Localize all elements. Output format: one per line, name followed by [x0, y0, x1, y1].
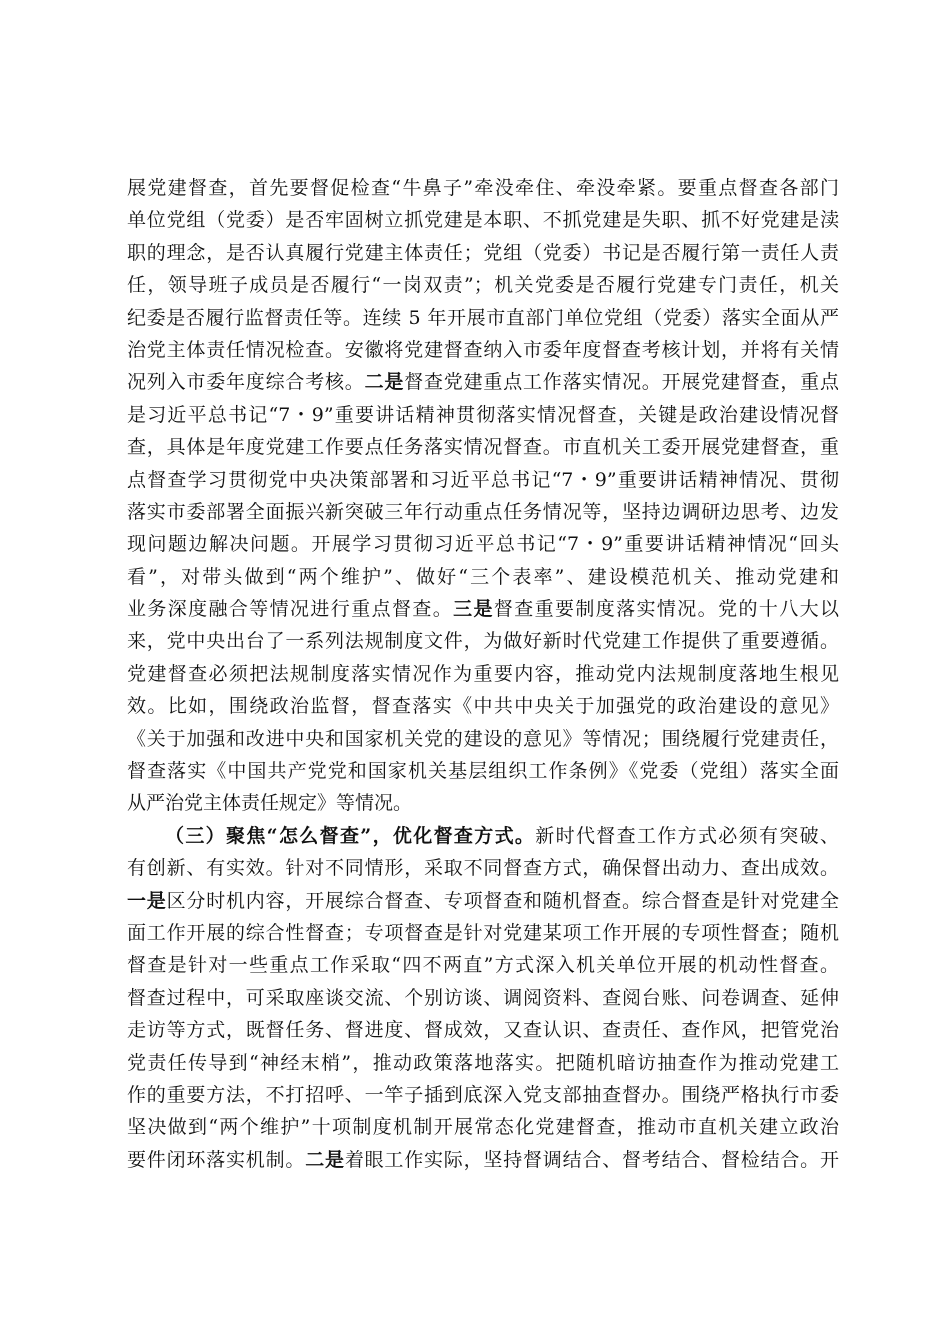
text-line — [127, 334, 839, 366]
text-run: 纪委是否履行监督责任等。连续 5 年开展市直部门单位党组（党委）落实全面从严 — [127, 306, 839, 329]
text-run: 况列入市委年度综合考核。 — [127, 371, 365, 394]
text-run: 治党主体责任情况检查。安徽将党建督查纳入市委年度督查考核计划，并将有关情 — [127, 338, 839, 361]
text-run: 职的理念，是否认真履行党建主体责任；党组（党委）书记是否履行第一责任人责 — [127, 241, 839, 264]
bold-run: 二是 — [305, 1148, 345, 1171]
text-line — [127, 787, 839, 819]
text-line — [127, 237, 839, 269]
text-run: 单位党组（党委）是否牢固树立抓党建是本职、不抓党建是失职、抓不好党建是渎 — [127, 209, 839, 232]
text-line — [127, 885, 839, 917]
text-run: 查，具体是年度党建工作要点任务落实情况督查。市直机关工委开展党建督查，重 — [127, 436, 839, 459]
text-line — [127, 1111, 839, 1143]
text-run: 督查是针对一些重点工作采取“四不两直”方式深入机关单位开展的机动性督查。 — [127, 954, 839, 977]
text-line — [127, 1014, 839, 1046]
text-run: 展党建督查，首先要督促检查“牛鼻子”牵没牵住、牵没牵紧。要重点督查各部门 — [127, 177, 839, 199]
text-line — [127, 1047, 839, 1079]
text-line — [127, 528, 839, 560]
text-run: 点督查学习贯彻党中央决策部署和习近平总书记“7・9”重要讲话精神情况、贯彻 — [127, 468, 839, 491]
text-run: 区分时机内容，开展综合督查、专项督查和随机督查。综合督查是针对党建全 — [166, 889, 839, 912]
text-line — [127, 852, 839, 884]
text-line — [127, 593, 839, 625]
text-line — [127, 1144, 839, 1176]
text-line — [127, 982, 839, 1014]
text-line — [127, 949, 839, 981]
text-run: 落实市委部署全面振兴新突破三年行动重点任务情况等，坚持边调研边思考、边发 — [127, 500, 839, 523]
text-run: 作的重要方法，不打招呼、一竿子插到底深入党支部抽查督办。围绕严格执行市委 — [127, 1083, 839, 1106]
bold-run: 一是 — [127, 889, 167, 912]
text-line — [127, 820, 839, 852]
text-line — [127, 658, 839, 690]
text-run: 从严治党主体责任规定》等情况。 — [127, 792, 413, 815]
text-run: 面工作开展的综合性督查；专项督查是针对党建某项工作开展的专项性督查；随机 — [127, 921, 839, 944]
text-run: 是习近平总书记“7・9”重要讲话精神贯彻落实情况督查，关键是政治建设情况督 — [127, 403, 839, 426]
text-run: 督查重要制度落实情况。党的十八大以 — [493, 598, 839, 621]
text-run: 党责任传导到“神经末梢”，推动政策落地落实。把随机暗访抽查作为推动党建工 — [127, 1051, 839, 1074]
text-run: 任，领导班子成员是否履行“一岗双责”；机关党委是否履行党建专门责任，机关 — [127, 274, 839, 297]
text-line — [127, 625, 839, 657]
text-run: 督查过程中，可采取座谈交流、个别访谈、调阅资料、查阅台账、问卷调查、延伸 — [127, 986, 839, 1009]
text-run: 要件闭环落实机制。 — [127, 1148, 306, 1171]
text-line — [127, 269, 839, 301]
text-run: 看”，对带头做到“两个维护”、做好“三个表率”、建设模范机关、推动党建和 — [127, 565, 839, 588]
text-line — [127, 204, 839, 236]
text-line — [127, 431, 839, 463]
text-run: 着眼工作实际，坚持督调结合、督考结合、督检结合。开 — [344, 1148, 839, 1171]
bold-run: 三是 — [453, 598, 494, 621]
text-run: 《关于加强和改进中央和国家机关党的建设的意见》等情况；围绕履行党建责任， — [127, 727, 839, 750]
text-run: 督查党建重点工作落实情况。开展党建督查，重点 — [404, 371, 839, 394]
text-line — [127, 399, 839, 431]
body-text — [127, 172, 839, 1176]
text-line — [127, 561, 839, 593]
text-line — [127, 172, 839, 204]
text-line — [127, 755, 839, 787]
text-line — [127, 496, 839, 528]
bold-run: （三）聚焦“怎么督查”，优化督查方式。 — [165, 824, 536, 847]
text-run: 效。比如，围绕政治监督，督查落实《中共中央关于加强党的政治建设的意见》 — [127, 695, 839, 718]
text-line — [127, 690, 839, 722]
text-run: 走访等方式，既督任务、督进度、督成效，又查认识、查责任、查作风，把管党治 — [127, 1019, 839, 1042]
text-run: 督查落实《中国共产党党和国家机关基层组织工作条例》《党委（党组）落实全面 — [127, 760, 839, 783]
bold-run: 二是 — [364, 371, 405, 394]
text-run: 现问题边解决问题。开展学习贯彻习近平总书记“7・9”重要讲话精神情况“回头 — [127, 533, 839, 556]
text-run: 业务深度融合等情况进行重点督查。 — [127, 598, 454, 621]
text-run: 新时代督查工作方式必须有突破、 — [535, 824, 839, 847]
text-line — [127, 1079, 839, 1111]
text-line — [127, 917, 839, 949]
text-run: 来，党中央出台了一系列法规制度文件，为做好新时代党建工作提供了重要遵循。 — [127, 630, 839, 653]
text-run: 坚决做到“两个维护”十项制度机制开展常态化党建督查，推动市直机关建立政治 — [127, 1116, 839, 1139]
text-line — [127, 366, 839, 398]
text-line — [127, 302, 839, 334]
text-line — [127, 723, 839, 755]
text-line — [127, 464, 839, 496]
text-run: 党建督查必须把法规制度落实情况作为重要内容，推动党内法规制度落地生根见 — [127, 662, 839, 685]
text-run: 有创新、有实效。针对不同情形，采取不同督查方式，确保督出动力、查出成效。 — [127, 857, 839, 880]
